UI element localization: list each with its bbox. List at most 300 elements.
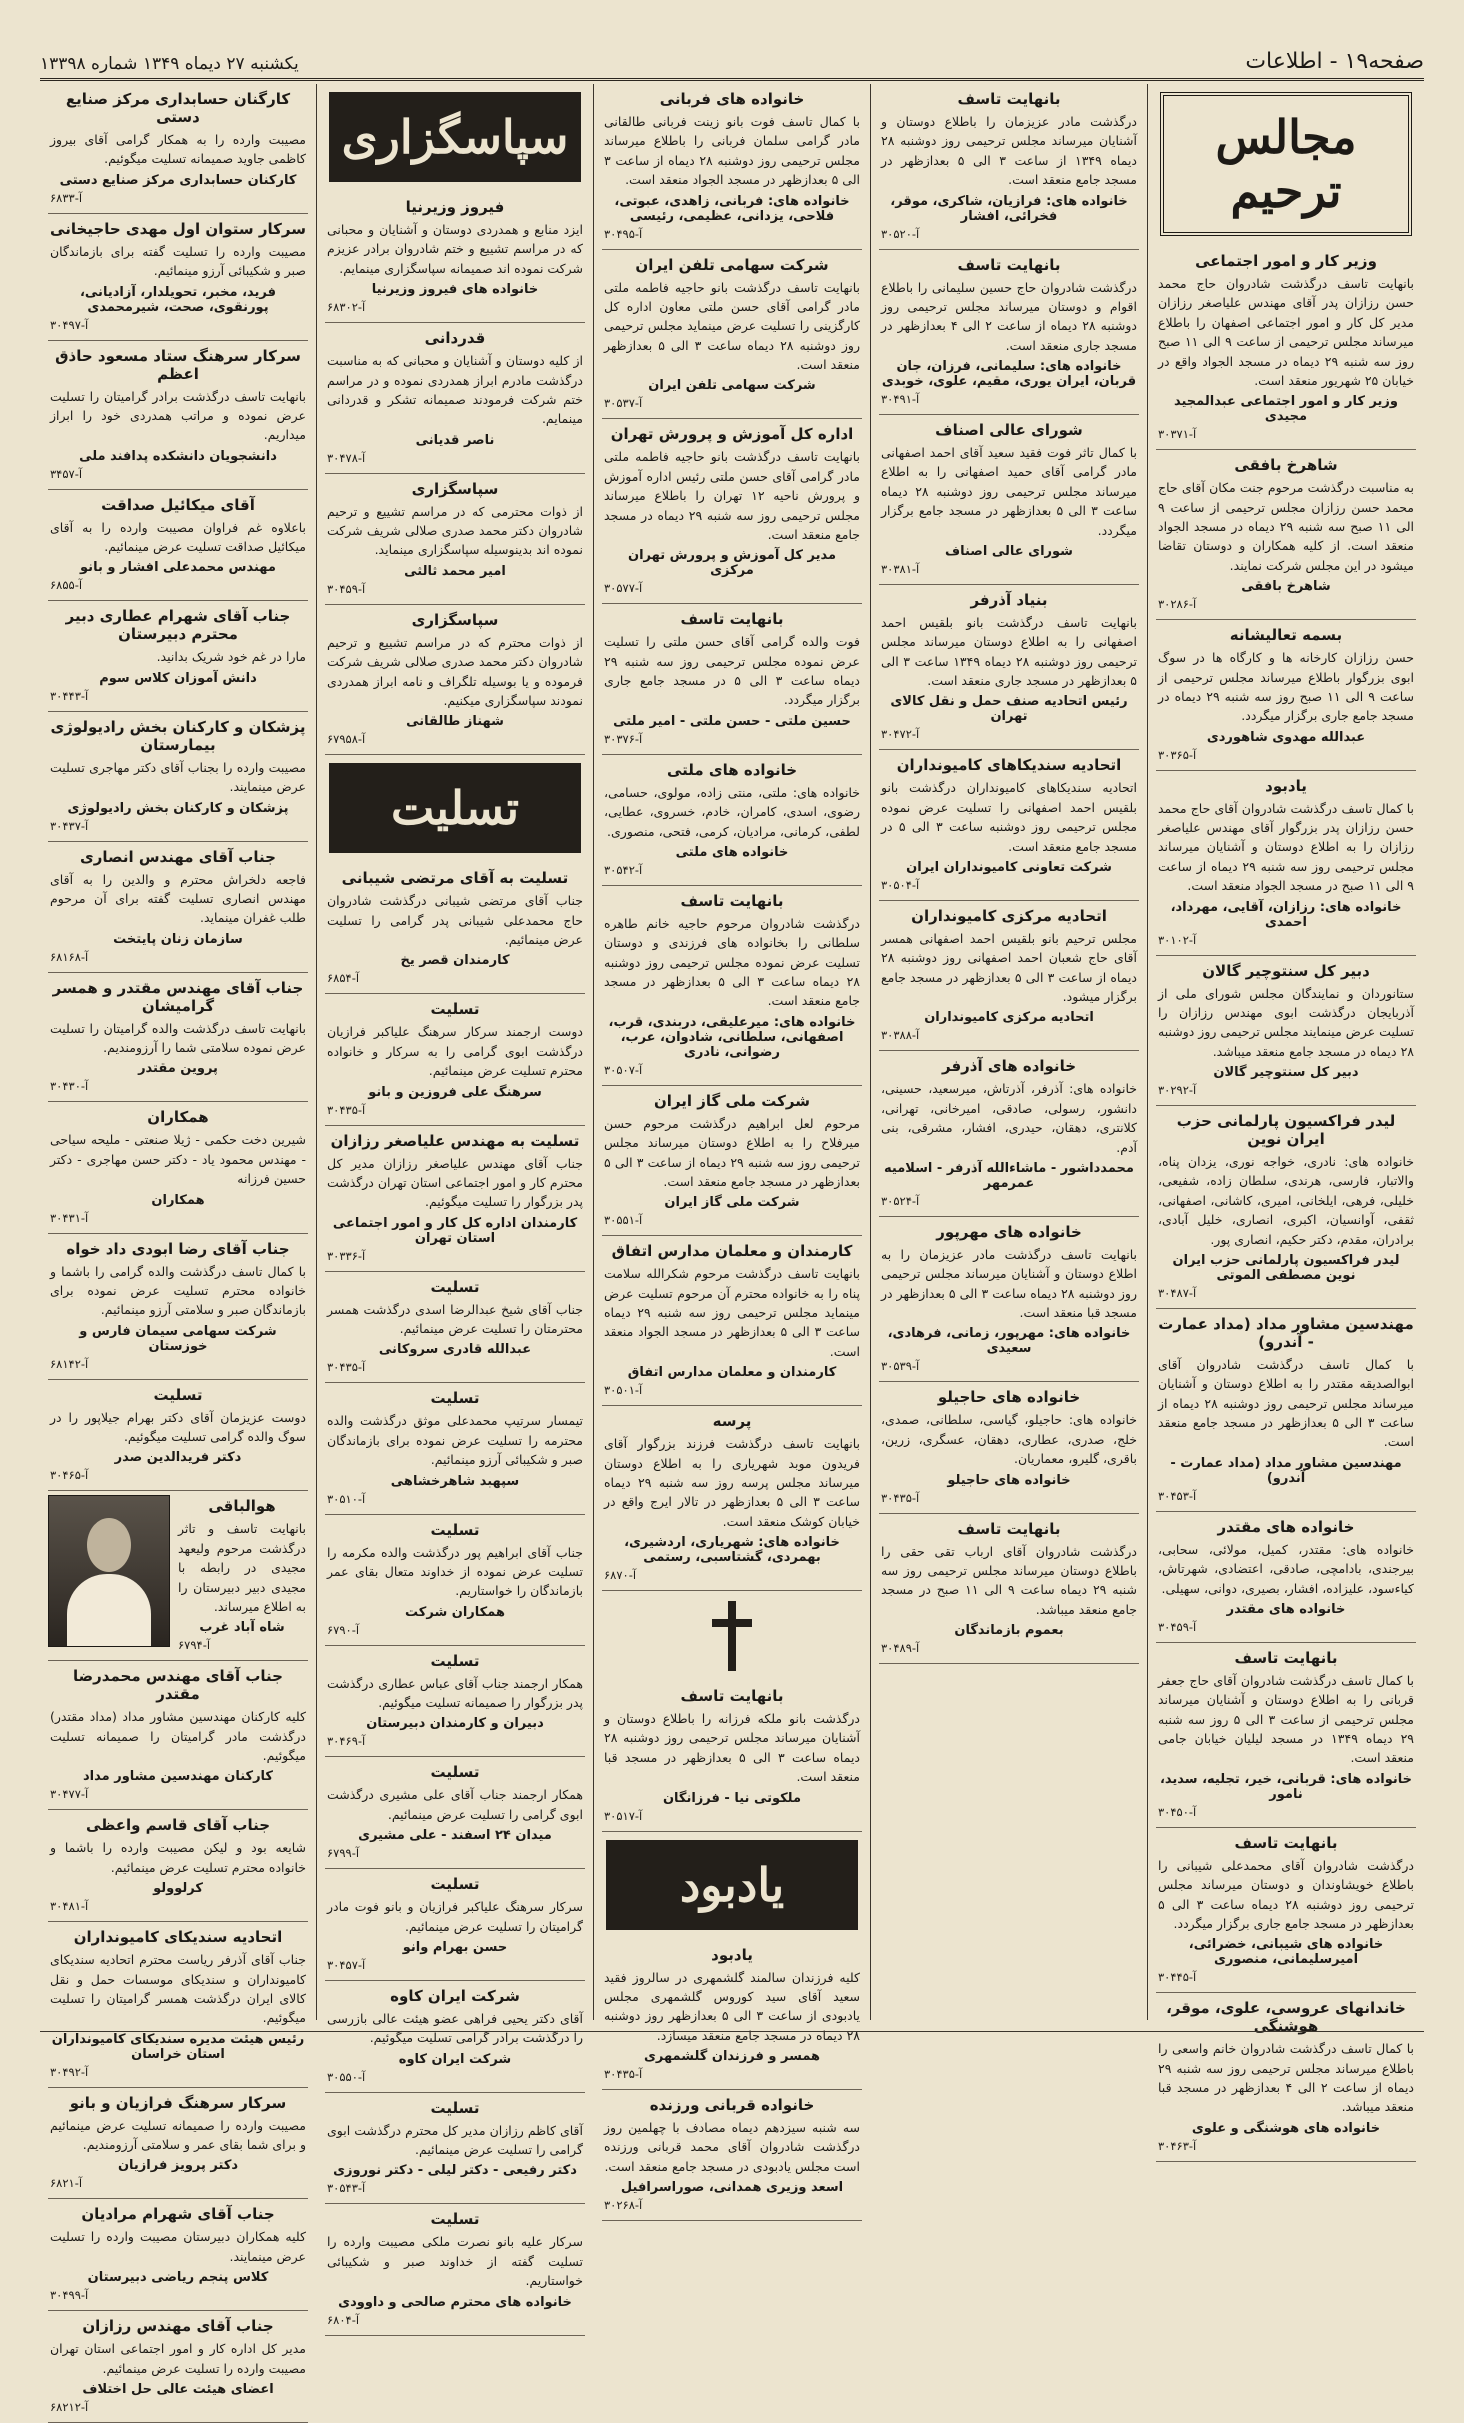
notice-title: فیروز وزیرنیا: [405, 198, 505, 216]
portrait-body: [67, 1574, 151, 1646]
notice-title: سرکار سرهنگ فرازیان و بانو: [69, 2093, 287, 2112]
notice-signature: سازمان زنان پایتخت: [113, 931, 243, 947]
notice-code: آ-۳۰۵۱۷: [604, 1808, 643, 1823]
notice-signature: خانواده های هوشنگی و علوی: [1191, 2120, 1381, 2136]
notice-signature: رئیس هیئت مدیره سندیکای کامیونداران استان خراسان: [51, 2031, 305, 2062]
column-4: [316, 84, 593, 2327]
notice-text: بانهایت تاسف درگذشت والده گرامیتان را تسلیت عرض نموده سلامتی شما را آرزومندیم.: [50, 1020, 306, 1055]
notice-signature: کرلوولو: [153, 1881, 203, 1897]
notice-text: ستانوردان و نمایندگان مجلس شورای ملی از آذربایجان درگذشت ابوی مهندس رزازان را تسلیت عرض مینمایند مجلس ترحیمی روز دوشنبه ۲۸ دیماه در مسجد جامع منعقد میباشد.: [1158, 985, 1414, 1059]
notice-code: آ-۳۰۴۳۵: [327, 1360, 366, 1375]
notice-title: جناب آقای رضا ابودی داد خواه: [66, 1239, 290, 1258]
column-5: [40, 84, 316, 2414]
notice-code: آ-۳۰۵۰۷: [604, 1062, 643, 1077]
notice-title: یادبود: [1265, 776, 1307, 795]
notice-text: مرحوم لعل ابراهیم درگذشت مرحوم حسن میرفلاح را به اطلاع دوستان میرساند مجلس ترحیمی روز سه شنبه ۲۹ دیماه از ساعت ۳ الی ۵ بعدازظهر در مسجد جامع منعقد است.: [604, 1115, 860, 1189]
notice-block: [879, 84, 1139, 250]
notice-signature: ملکوتی نیا - فرزانگان: [662, 1790, 802, 1806]
notice-code: آ-۶۸۷۰: [604, 1568, 637, 1582]
notice-text: حسن رزازان کارخانه ها و کارگاه ها در سوگ ابوی بزرگوار باطلاع میرساند مجلس ترحیمی از ساعت ۹ الی ۱۱ صبح روز سه شنبه ۲۹ دیماه در مسجد جامع جاری برگزار میگردد.: [1158, 650, 1414, 724]
notice-signature: اعضای هیئت عالی حل اختلاف: [82, 2381, 274, 2397]
notice-code: آ-۳۰۵۴۲: [604, 862, 643, 877]
notice-signature: بعموم بازماندگان: [954, 1623, 1064, 1638]
notice-signature: دکتر رفیعی - دکتر لیلی - دکتر نوروزی: [333, 2163, 577, 2179]
notice-signature: شرکت ایران کاوه: [398, 2051, 512, 2067]
notice-block: [602, 2090, 862, 2221]
notice-code: آ-۳۰۲۸۶: [1158, 597, 1197, 612]
notice-text: فاجعه دلخراش محترم و والدین را به آقای مهندس انصاری تسلیت گفته برای آن مرحوم طلب غفران مینماید.: [50, 871, 306, 926]
notice-text: شیرین دخت حکمی - ژیلا صنعتی - ملیحه سیاحی - مهندس محمود یاد - دکتر حسن مهاجری - دکتر حسین فرزانه: [50, 1132, 306, 1187]
notice-block: [602, 84, 862, 250]
notice-text: اتحادیه سندیکاهای کامیونداران درگذشت بانو بلقیس احمد اصفهانی را تسلیت عرض نموده مجلس ترحیمی روز دوشنبه ساعت ۳ الی ۵ در مسجد جامع منعقد است.: [881, 780, 1137, 854]
remembrance-banner: یادبود: [606, 1840, 858, 1930]
notice-code: آ-۶۷۹۴: [178, 1638, 211, 1653]
notice-block: [1156, 956, 1416, 1107]
notice-code: آ-۳۰۴۹۹: [50, 2288, 89, 2303]
notice-code: آ-۳۰۴۳۱: [50, 1210, 89, 1225]
notice-code: آ-۳۰۵۴۳: [327, 2181, 366, 2196]
notice-block: [602, 1236, 862, 1406]
notice-block: [48, 842, 308, 973]
notice-code: آ-۳۰۴۳۷: [50, 818, 89, 833]
notice-signature: دبیر کل سنتوچیر گالان: [1213, 1065, 1359, 1080]
notice-block: [48, 1102, 308, 1233]
notice-code: آ-۳۰۵۰۱: [604, 1383, 643, 1398]
notice-text: خانواده های: ملتی، منتی زاده، مولوی، حسامی، رضوی، اسدی، کامران، خادم، خسروی، عطایی، لطفی، کرمانی، مرادیان، کرمی، فتحی، منصوری.: [604, 784, 860, 839]
notice-block: [325, 863, 585, 994]
notice-text: درگذشت بانو ملکه فرزانه را باطلاع دوستان و آشنایان میرساند مجلس ترحیمی روز دوشنبه ۲۸ دیماه ساعت ۳ الی ۵ بعدازظهر در مسجد قبا منعقد است.: [604, 1711, 860, 1785]
notice-signature: خانواده های: قربانی، خیر، تجلیه، سدید، نامور: [1159, 1771, 1413, 1802]
notice-title: بانهایت تاسف: [957, 1519, 1061, 1538]
notice-title: مهندسین مشاور مداد (مداد عمارت - آندرو): [1158, 1314, 1414, 1351]
notice-block: [325, 192, 585, 323]
notice-signature: کارمندان قصر یخ: [400, 953, 510, 969]
notice-title: همکاران: [147, 1108, 209, 1127]
notice-block: [325, 1272, 585, 1384]
notice-title: سپاسگزاری: [411, 479, 499, 498]
notice-title: تسلیت: [430, 1389, 480, 1408]
notice-signature: شرکت سهامی سیمان فارس و خوزستان: [79, 1323, 277, 1354]
notice-title: لیدر فراکسیون پارلمانی حزب ایران نوین: [1176, 1112, 1396, 1148]
notice-block: [48, 2088, 308, 2200]
notice-code: آ-۳۰۵۳۷: [604, 396, 643, 411]
notice-signature: شرکت سهامی تلفن ایران: [648, 378, 816, 394]
notice-code: آ-۳۰۴۵۹: [327, 581, 366, 596]
page-header: [40, 8, 1424, 81]
column-1: [1147, 84, 1424, 2153]
notice-code: آ-۳۰۴۳۰: [50, 1079, 89, 1094]
notice-signature: خانواده های: شهریاری، اردشیری، بهمردی، گشتاسبی، رستمی: [624, 1535, 840, 1565]
notice-block: [602, 604, 862, 755]
notice-code: آ-۳۰۳۷۶: [604, 731, 643, 746]
notice-block: [879, 250, 1139, 416]
notice-title: قدردانی: [424, 329, 486, 348]
notice-block: [602, 886, 862, 1086]
notice-text: مجلس ترحیم بانو بلقیس احمد اصفهانی همسر آقای حاج شعبان احمد اصفهانی روز دوشنبه ۲۸ دیماه از ساعت ۳ الی ۵ بعدازظهر در مسجد جامع برگزار میشود.: [881, 930, 1137, 1004]
notice-block: [48, 1380, 308, 1492]
notice-signature: خانواده های: مهرپور، زمانی، فرهادی، سعیدی: [887, 1326, 1131, 1357]
notice-signature: عبدالله قادری سروکانی: [378, 1342, 532, 1358]
notice-title: خانواده های مهرپور: [936, 1222, 1082, 1241]
notice-title: بسمه تعالیشانه: [1229, 626, 1343, 645]
notice-signature: خانواده های محترم صالحی و داوودی: [338, 2294, 572, 2310]
notice-title: تسلیت به مهندس علیاصغر رزازان: [330, 1131, 580, 1150]
notice-code: آ-۳۰۴۵۰: [1158, 1804, 1197, 1819]
notice-title: خانواده های مقتدر: [1217, 1517, 1355, 1536]
notice-text: بانهایت تاسف درگذشت برادر گرامیتان را تسلیت عرض نموده و مراتب همدردی خود را ابراز میداریم.: [50, 388, 306, 443]
notice-signature: مدیر کل آموزش و پرورش تهران مرکزی: [627, 548, 837, 579]
notice-title: جناب آقای شهرام عطاری دبیر محترم دبیرستان: [65, 607, 291, 644]
notice-block: [325, 1515, 585, 1646]
notice-text: به مناسبت درگذشت مرحوم جنت مکان آقای حاج محمد حسن رزازان مجلس ترحیمی از ساعت ۹ الی ۱۱ صبح سه شنبه ۲۹ دیماه در مسجد الجواد منعقد است. از کلیه همکاران و دوستان تقاضا میشود در این مجلس شرکت نمایند.: [1158, 480, 1414, 573]
notice-code: آ-۶۸۳۰۲: [327, 300, 366, 315]
notice-text: از ذوات محترم که در مراسم تشییع و ترحیم شادروان دکتر محمد صدری صلالی شریف شرکت فرموده و یا بوسیله تلگراف و نامه ابراز همدردی نمودند سپاسگزاری میکنیم.: [327, 634, 583, 708]
notice-code: آ-۳۰۳۷۱: [1158, 427, 1197, 442]
notice-title: هوالباقی: [208, 1497, 276, 1516]
notice-code: آ-۳۰۴۶۳: [1158, 2138, 1197, 2153]
notice-block: [879, 1217, 1139, 1383]
notice-title: بنیاد آذرفر: [970, 590, 1048, 609]
notice-title: اتحادیه سندیکاهای کامیونداران: [896, 756, 1122, 775]
notice-code: آ-۳۰۲۹۲: [1158, 1083, 1197, 1097]
notice-code: آ-۳۰۴۷۸: [327, 450, 366, 465]
notice-text: خانواده های: مقتدر، کمیل، مولائی، سحابی، بیرجندی، بادامچی، صادقی، اعتضادی، شهرتاش، کیاءسود، علیزاده، افشار، بصیری، دوانی، سهیلی.: [1158, 1541, 1414, 1596]
notice-code: آ-۳۰۵۵۱: [604, 1213, 643, 1228]
notice-block: [48, 973, 308, 1103]
notice-signature: حسین ملتی - حسن ملتی - امیر ملتی: [613, 713, 851, 729]
notice-code: آ-۳۰۳۶۵: [1158, 747, 1197, 762]
memorial-banner: مجالس ترحیم: [1160, 92, 1412, 236]
issue-date: یکشنبه ۲۷ دیماه ۱۳۴۹ شماره ۱۳۳۹۸: [40, 54, 299, 74]
notice-code: آ-۳۰۲۶۸: [604, 2198, 643, 2213]
notice-block: [325, 605, 585, 756]
notice-signature: کارکنان مهندسین مشاور مداد: [83, 1769, 273, 1785]
notice-block: [325, 1383, 585, 1514]
notice-block: [879, 750, 1139, 901]
notice-signature: خانواده های: رزازان، آقایی، مهرداد، احمدی: [1170, 899, 1402, 930]
notice-title: جناب آقای مهندس رزازان: [82, 2317, 274, 2336]
notice-text: درگذشت شادروان مرحوم حاجیه خانم طاهره سلطانی را بخانواده های فرزندی و دوستان تسلیت عرض نموده مجلس ترحیمی روز دوشنبه ۲۸ دیماه ساعت ۳ الی ۵ بعدازظهر در مسجد جامع منعقد است.: [604, 915, 860, 1009]
notice-signature: اتحادیه مرکزی کامیونداران: [924, 1010, 1094, 1026]
notice-code: آ-۶۸۵۵: [50, 578, 83, 593]
notice-signature: مهندسین مشاور مداد (مداد عمارت - آندرو): [1170, 1455, 1402, 1486]
notice-signature: خانواده های شیبانی، خضرائی، امیرسلیمانی، منصوری: [1188, 1937, 1384, 1968]
notice-code: آ-۳۴۵۷: [50, 466, 83, 481]
column-2: [870, 84, 1147, 2020]
notice-title: تسلیت: [430, 1520, 480, 1539]
notice-block: [1156, 1993, 1416, 2162]
notice-text: با کمال تاسف درگذشت شادروان آقای ابوالصدیقه مقتدر را به اطلاع دوستان و آشنایان میرساند مجلس ترحیمی روز دوشنبه ۲۸ دیماه از ساعت ۳ الی ۵ بعدازظهر در مسجد جامع منعقد است.: [1158, 1356, 1414, 1450]
notice-block: [48, 1234, 308, 1380]
notice-signature: همکاران شرکت: [405, 1604, 505, 1620]
notice-title: تسلیت: [430, 2210, 480, 2229]
notice-block: [325, 323, 585, 474]
footer-rule: [40, 2031, 1424, 2032]
notice-code: آ-۶۷۹۹: [327, 1846, 360, 1861]
notice-code: آ-۳۰۴۹۵: [604, 226, 643, 241]
notice-text: سرکار علیه بانو نصرت ملکی مصیبت وارده را تسلیت گفته از خداوند صبر و شکیبائی خواستاریم.: [327, 2234, 583, 2289]
notice-block: [602, 1940, 862, 2091]
notice-title: اتحادیه سندیکای کامیونداران: [73, 1928, 283, 1947]
notice-text: دوست عزیزمان آقای دکتر بهرام جیلاپور را در سوگ والده گرامی تسلیت میگوئیم.: [50, 1409, 306, 1444]
notice-code: آ-۶۸۰۴: [327, 2312, 360, 2327]
notice-title: بانهایت تاسف: [1234, 1648, 1338, 1667]
notice-block: [602, 1086, 862, 1237]
notice-code: آ-۳۰۳۳۶: [327, 1248, 366, 1263]
notice-block: [602, 1681, 862, 1832]
notice-block: [879, 901, 1139, 1052]
thanks-banner: سپاسگزاری: [329, 92, 581, 182]
notice-code: آ-۳۰۴۹۷: [50, 317, 89, 332]
notice-signature: عبدالله مهدوی شاهوردی: [1206, 729, 1366, 745]
notice-text: مصیبت وارده را بجناب آقای دکتر مهاجری تسلیت عرض مینمایند.: [50, 759, 306, 795]
notice-text: با کمال تاسف درگذشت شادروان خانم واسعی را باطلاع میرساند مجلس ترحیمی روز سه شنبه ۲۹ دیماه از ساعت ۲ الی ۴ بعدازظهر در مسجد قبا منعقد میباشد.: [1158, 2041, 1414, 2115]
notice-block: [48, 1810, 308, 1922]
notice-title: بانهایت تاسف: [680, 891, 784, 910]
notice-title: خانواده های آذرفر: [941, 1057, 1077, 1076]
notice-block: [1156, 450, 1416, 620]
notice-text: درگذشت مادر عزیزمان را باطلاع دوستان و آشنایان میرساند مجلس ترحیمی روز دوشنبه ۲۸ دیماه ۱۳۴۹ از ساعت ۳ الی ۵ بعدازظهر در مسجد جامع منعقد است.: [881, 114, 1137, 188]
notice-text: از ذوات محترمی که در مراسم تشییع و ترحیم شادروان دکتر محمد صدری صلالی شریف شرکت نموده اند بدینوسیله سپاسگزاری مینماید.: [327, 503, 583, 558]
notice-title: جناب آقای قاسم واعظی: [85, 1816, 271, 1835]
notice-block: [879, 585, 1139, 751]
notice-signature: شاهرخ بافقی: [1241, 579, 1331, 595]
notice-signature: خانواده های: فرازیان، شاکری، موقر، فخرائی، افشار: [890, 193, 1128, 224]
notice-block: [48, 2199, 308, 2311]
notice-signature: لیدر فراکسیون پارلمانی حزب ایران نوین مصطفی الموتی: [1172, 1252, 1400, 1283]
notice-title: وزیر کار و امور اجتماعی: [1195, 252, 1377, 270]
notice-code: آ-۳۰۴۴۵: [1158, 1970, 1197, 1985]
notice-title: تسلیت: [430, 1763, 480, 1782]
notice-code: آ-۳۰۴۳۵: [604, 2067, 643, 2081]
notice-text: جناب آقای شیخ عبدالرضا اسدی درگذشت همسر محترمتان را تسلیت عرض مینمائیم.: [327, 1301, 583, 1336]
notice-block: [1156, 1309, 1416, 1512]
notice-signature: محمدداشور - ماشاءالله آذرفر - اسلامیه عمرمهر: [884, 1160, 1134, 1191]
notice-text: بانهایت تاسف و تاثر درگذشت مرحوم ولیعهد مجیدی در رابطه با مجیدی دبیر دبیرستان را به اطلاع میرساند.: [178, 1521, 306, 1614]
notice-text: فوت والده گرامی آقای حسن ملتی را تسلیت عرض نموده مجلس ترحیمی روز سه شنبه ۲۹ دیماه ساعت ۳ الی ۵ در مسجد جامع جاری برگزار میگردد.: [604, 634, 860, 708]
notice-code: آ-۳۰۱۰۲: [1158, 932, 1197, 947]
notice-block: [48, 84, 308, 214]
notice-signature: مهندس محمدعلی افشار و بانو: [80, 560, 276, 576]
notice-title: تسلیت به آقای مرتضی شیبانی: [341, 869, 569, 888]
notice-text: با کمال تاسف درگذشت شادروان آقای حاج محمد حسن رزازان پدر بزرگوار آقای مهندس علیاصغر رزازان را به اطلاع دوستان و آشنایان میرساند مجلس ترحیمی روز سه شنبه ۲۹ دیماه از ساعت ۹ الی ۱۱ صبح در مسجد الجواد منعقد است.: [1158, 800, 1414, 894]
notice-title: شورای عالی اصناف: [935, 421, 1083, 439]
notice-block: [48, 1922, 308, 2088]
notice-title: آقای میکائیل صداقت: [101, 495, 255, 514]
notice-code: آ-۳۰۳۸۱: [881, 561, 920, 576]
notice-text: درگذشت شادروان آقای محمدعلی شیبانی را باطلاع خویشاوندان و دوستان میرساند مجلس ترحیمی روز دوشنبه ۲۸ دیماه ساعت ۳ الی ۵ بعدازظهر در مسجد جامع جاری برگزار میگردد.: [1158, 1857, 1414, 1931]
notice-code: آ-۶۸۲۱۲: [50, 2399, 89, 2414]
notice-block: [48, 601, 308, 711]
notice-block: [325, 474, 585, 605]
columns: [40, 84, 1424, 2414]
notice-signature: دکتر فریدالدین صدر: [114, 1450, 242, 1466]
notice-title: پرسه: [712, 1412, 752, 1431]
notice-signature: شاه آباد غرب: [199, 1620, 285, 1636]
notice-text: آقای کاظم رزازان مدیر کل محترم درگذشت ابوی گرامی را تسلیت عرض مینمائیم.: [327, 2122, 583, 2157]
notice-title: جناب آقای مهندس محمدرضا مقتدر: [73, 1667, 283, 1704]
notice-signature: دبیران و کارمندان دبیرستان: [366, 1716, 544, 1732]
notice-block: [602, 419, 862, 604]
notice-block: [48, 2311, 308, 2423]
notice-block: [1156, 1828, 1416, 1994]
notice-signature: پزشکان و کارکنان بخش رادیولوژی: [67, 800, 289, 816]
portrait-photo: [48, 1495, 170, 1647]
notice-block: [879, 1514, 1139, 1665]
notice-signature: میدان ۲۴ اسفند - علی مشیری: [358, 1828, 552, 1844]
notice-signature: کارمندان اداره کل کار و امور اجتماعی استان تهران: [332, 1215, 578, 1246]
notice-title: کارمندان و معلمان مدارس اتفاق: [611, 1242, 853, 1261]
page-label: صفحه۱۹ - اطلاعات: [1245, 49, 1424, 74]
notice-code: آ-۳۰۴۹۲: [50, 2064, 89, 2079]
notice-title: شرکت ایران کاوه: [390, 1986, 520, 2005]
notice-code: آ-۳۰۴۳۵: [881, 1490, 920, 1505]
condolence-banner: تسلیت: [329, 763, 581, 853]
notice-text: همکار ارجمند جناب آقای علی مشیری درگذشت ابوی گرامی را تسلیت عرض مینمائیم.: [327, 1787, 583, 1822]
notice-code: آ-۶۸۱۶۸: [50, 949, 89, 964]
notice-signature: همسر و فرزندان گلشمهری: [643, 2049, 821, 2064]
notice-code: آ-۶۷۹۰: [327, 1622, 360, 1637]
notice-code: آ-۳۰۴۵۹: [1158, 1619, 1197, 1634]
notice-block: [1156, 620, 1416, 771]
notice-title: خانواده های حاجیلو: [937, 1388, 1081, 1407]
notice-code: آ-۳۰۵۲۴: [881, 1193, 920, 1208]
notice-text: کلیه فرزندان سالمند گلشمهری در سالروز فقید سعید آقای سید کوروس گلشمهری مجلس یادبودی از ساعت ۳ الی ۵ بعدازظهر روز دوشنبه ۲۸ دیماه در مسجد جامع منعقد میسازد.: [604, 1969, 860, 2043]
portrait-head: [87, 1518, 131, 1572]
notice-code: آ-۳۰۵۵۰: [327, 2069, 366, 2084]
notice-block: [602, 1406, 862, 1591]
notice-text: بانهایت تاسف درگذشت مادر عزیزمان را به اطلاع دوستان و آشنایان میرساند مجلس ترحیمی روز دوشنبه ۲۸ دیماه ساعت ۳ الی ۵ بعدازظهر در مسجد قبا منعقد است.: [881, 1246, 1137, 1320]
notice-block: [48, 712, 308, 842]
notice-text: جناب آقای مرتضی شیبانی درگذشت شادروان حاج محمدعلی شیبانی پدر گرامی را تسلیت عرض مینمائیم.: [327, 893, 583, 947]
notice-code: آ-۳۰۴۳۵: [327, 1102, 366, 1117]
notice-text: از کلیه دوستان و آشنایان و محبانی که به مناسبت درگذشت مادرم ابراز همدردی نموده و در مراسم ختم شرکت فرمودند صمیمانه تشکر و قدردانی مینمایم.: [327, 353, 583, 427]
notice-title: جناب آقای مهندس انصاری: [80, 847, 276, 866]
notice-title: بانهایت تاسف: [1234, 1833, 1338, 1852]
notice-title: سرکار ستوان اول مهدی حاجیخانی: [50, 219, 306, 238]
notice-code: آ-۳۰۴۵۳: [1158, 1488, 1197, 1503]
notice-text: جناب آقای مهندس علیاصغر رزازان مدیر کل محترم کار و امور اجتماعی استان تهران درگذشت پدر بزرگوار را تسلیت میگوئیم.: [327, 1155, 583, 1210]
notice-text: جناب آقای آذرفر ریاست محترم اتحادیه سندیکای کامیونداران و سندیکای موسسات حمل و نقل کالای ایران درگذشت همسر گرامیتان را تسلیت میگوئیم.: [50, 1952, 306, 2026]
notice-text: شایعه بود و لیکن مصیبت وارده را باشما و خانواده محترم تسلیت عرض مینمائیم.: [50, 1840, 306, 1875]
notice-title: جناب آقای مهندس مقتدر و همسر گرامیشان: [52, 978, 304, 1015]
notice-title: بانهایت تاسف: [957, 255, 1061, 274]
notice-text: بانهایت تاسف درگذشت شادروان حاج محمد حسن رزازان پدر آقای مهندس علیاصغر رزازان مدیر کل کار و امور اجتماعی اصفهان را باطلاع میرساند مجلس ترحیمی از ساعت ۹ الی ۱۱ صبح روز سه شنبه ۲۹ دیماه در مسجد الجواد واقع در خیابان ۲۵ شهریور منعقد است.: [1158, 276, 1414, 388]
notice-block: [48, 1661, 308, 1810]
notice-signature: خانواده های: میرعلیقی، دربندی، قرب، اصفهانی، سلطانی، شادوان، عرب، رضوانی، نادری: [608, 1014, 856, 1060]
notice-signature: خانواده های: فربانی، زاهدی، عبوتی، فلاحی، یزدانی، عظیمی، رئیسی: [614, 193, 850, 224]
notice-block: [325, 1757, 585, 1869]
notice-text: سه شنبه سیزدهم دیماه مصادف با چهلمین روز درگذشت شادروان آقای محمد قربانی ورزنده است مجلس یادبودی در مسجد جامع منعقد است.: [604, 2120, 860, 2174]
notice-code: آ-۳۰۵۱۰: [327, 1491, 366, 1506]
notice-signature: شرکت تعاونی کامیونداران ایران: [906, 859, 1112, 875]
notice-title: اتحادیه مرکزی کامیونداران: [911, 906, 1107, 925]
notice-signature: خانواده های حاجیلو: [947, 1472, 1071, 1488]
notice-text: درگذشت شادروان آقای ارباب تقی حقی را باطلاع دوستان میرساند مجلس ترحیمی روز سه شنبه ۲۹ دیماه ساعت ۹ الی ۱۱ صبح در مسجد جامع منعقد میباشد.: [881, 1543, 1137, 1617]
notice-block: [879, 415, 1139, 585]
notice-title: خانواده قربانی ورزنده: [649, 2096, 815, 2114]
notice-signature: شهناز طالقانی: [406, 714, 504, 730]
notice-text: خانواده های: حاجیلو، گیاسی، سلطانی، صمدی، خلج، صدری، عطاری، دهقان، عسگری، زرین، باقری، گلیرو، معماریان.: [881, 1412, 1137, 1467]
notice-signature: شرکت ملی گاز ایران: [664, 1195, 800, 1211]
notice-signature: خانواده های ملتی: [675, 844, 789, 860]
notice-title: سپاسگزاری: [411, 610, 499, 629]
notice-text: مدیر کل اداره کار و امور اجتماعی استان تهران مصیبت وارده را تسلیت عرض مینمائیم.: [50, 2341, 306, 2376]
notice-text: مارا در غم خود شریک بدانید.: [156, 649, 306, 665]
notice-block: [48, 214, 308, 341]
notice-signature: ناصر قدیانی: [415, 432, 495, 448]
notice-signature: فرید، مخبر، تحویلدار، آزادیانی، پورنقوی، صحت، شیرمحمدی: [79, 284, 277, 315]
notice-title: اداره کل آموزش و پرورش تهران: [610, 425, 854, 444]
notice-text: دوست ارجمند سرکار سرهنگ علیاکبر فرازیان درگذشت ابوی گرامی را به سرکار و خانواده محترم تسلیت عرض مینمائیم.: [327, 1024, 583, 1079]
notice-signature: رئیس اتحادیه صنف حمل و نقل کالای تهران: [890, 694, 1128, 725]
notice-signature: وزیر کار و امور اجتماعی عبدالمجید مجیدی: [1173, 394, 1398, 425]
notice-code: آ-۳۰۴۶۹: [327, 1734, 366, 1749]
notice-text: مصیبت وارده را تسلیت گفته برای بازماندگان صبر و شکیبائی آرزو مینمائیم.: [50, 243, 306, 279]
notice-signature: حسن بهرام وانو: [402, 1939, 508, 1955]
notice-text: تیمسار سرتیپ محمدعلی موثق درگذشت والده محترمه را تسلیت عرض نموده برای بازماندگان صبر و شکیبائی آرزو مینمائیم.: [327, 1413, 583, 1468]
notice-text: همکار ارجمند جناب آقای عباس عطاری درگذشت پدر بزرگوار را صمیمانه تسلیت میگوئیم.: [327, 1675, 583, 1710]
notice-text: آقای دکتر یحیی فراهی عضو هیئت عالی بازرسی را درگذشت برادر گرامی تسلیت میگوئیم.: [327, 2010, 583, 2046]
notice-text: با کمال تاسف فوت بانو زینت فربانی طالقانی مادر گرامی سلمان فربانی را باطلاع میرساند مجلس ترحیمی روز دوشنبه ۲۸ دیماه از ساعت ۳ الی ۵ بعدازظهر در مسجد الجواد منعقد است.: [604, 114, 860, 188]
notice-code: آ-۳۰۴۸۱: [50, 1899, 89, 1914]
notice-code: آ-۳۰۴۹۱: [881, 392, 920, 406]
notice-block: [48, 341, 308, 490]
notice-text: بانهایت تاسف درگذشت بانو بلقیس احمد اصفهانی را به اطلاع دوستان میرساند مجلس ترحیمی روز دوشنبه ۲۸ دیماه ۱۳۴۹ ساعت ۳ الی ۵ بعدازظهر در مسجد جاری منعقد است.: [881, 614, 1137, 688]
notice-title: خاندانهای عروسی، علوی، موقر، هوشنگی: [1166, 1999, 1406, 2036]
notice-signature: سرهنگ علی فروزین و بانو: [368, 1084, 542, 1100]
notice-title: خانواده های فربانی: [659, 90, 805, 108]
notice-title: شرکت سهامی تلفن ایران: [635, 255, 829, 274]
notice-text: مصیبت وارده را صمیمانه تسلیت عرض مینمائیم و برای شما بقای عمر و سلامتی آرزومندیم.: [50, 2117, 306, 2152]
notice-text: باعلاوه غم فراوان مصیبت وارده را به آقای میکائیل صداقت تسلیت عرض مینمائیم.: [50, 519, 306, 554]
notice-block: [325, 1126, 585, 1272]
notice-block: [325, 1981, 585, 2093]
notice-code: آ-۳۰۴۷۲: [881, 727, 920, 742]
notice-code: آ-۳۰۳۸۸: [881, 1028, 920, 1043]
notice-text: خانواده های: نادری، خواجه نوری، یزدان پناه، والاتبار، فارسی، هرندی، سلطان زاده، شفیعی، خلیلی، فرهی، ایلخانی، امیری، کاشانی، اصفهانی، ثقفی، آوانسیان، اکبری، انصاری، خلیل آبادی، برادران، مقدم، دکتر حکیم، انصاری پور.: [1158, 1154, 1414, 1247]
notice-block: [1156, 1106, 1416, 1309]
notice-text: بانهایت تاسف درگذشت فرزند بزرگوار آقای فریدون موبد شهریاری را به اطلاع دوستان میرساند مجلس پرسه روز سه شنبه ۲۹ دیماه ساعت ۳ الی ۵ بعدازظهر در تالار ایرج واقع در خیابان کوشک منعقد است.: [604, 1436, 861, 1529]
notice-text: بانهایت تاسف درگذشت بانو حاجیه فاطمه ملتی مادر گرامی آقای حسن ملتی معاون اداره کل کارگزینی را تسلیت عرض مینماید مجلس ترحیمی روز دوشنبه ۲۸ دیماه ساعت ۳ الی ۵ بعدازظهر منعقد است.: [604, 279, 860, 372]
notice-signature: کارکنان حسابداری مرکز صنایع دستی: [59, 172, 297, 188]
notice-signature: همکاران: [151, 1192, 205, 1208]
notice-block: [879, 1382, 1139, 1513]
notice-block: [602, 755, 862, 886]
notice-block: [602, 250, 862, 420]
column-3: [593, 84, 870, 2213]
notice-code: آ-۶۸۵۴: [327, 971, 360, 986]
notice-signature: خانواده های: سلیمانی، فرزان، جان قربان، ایران یوری، مقیم، علوی، خوبدی: [881, 359, 1137, 389]
notice-code: آ-۳۰۴۸۷: [1158, 1285, 1197, 1300]
notice-signature: شورای عالی اصناف: [945, 543, 1073, 559]
notice-text: سرکار سرهنگ علیاکبر فرازیان و بانو فوت مادر گرامیتان را تسلیت عرض مینمائیم.: [327, 1899, 583, 1934]
notice-title: تسلیت: [430, 2098, 480, 2117]
notice-title: جناب آقای شهرام مرادیان: [81, 2205, 275, 2224]
notice-signature: سپهبد شاهرخشاهی: [390, 1473, 520, 1489]
notice-signature: کارمندان و معلمان مدارس اتفاق: [627, 1365, 837, 1381]
notice-title: خانواده های ملتی: [666, 760, 798, 779]
notice-text: خانواده های: آذرفر، آذرتاش، میرسعید، حسینی، دانشور، رسولی، صادقی، امیرخانی، تهرانی، کلانتری، دهقان، حیدری، افشار، مشرقی، بنی آدم.: [881, 1081, 1137, 1155]
notice-title: سرکار سرهنگ ستاد مسعود حاذق اعظم: [55, 346, 301, 383]
notice-title: پزشکان و کارکنان بخش رادیولوژی بیمارستان: [50, 717, 306, 754]
notice-code: آ-۶۸۲۱: [50, 2176, 83, 2191]
notice-block: [325, 1869, 585, 1981]
notice-title: شاهرخ بافقی: [1234, 456, 1338, 475]
notice-title: تسلیت: [430, 1651, 480, 1670]
notice-code: آ-۳۰۵۷۷: [604, 581, 643, 596]
notice-title: یادبود: [711, 1945, 753, 1964]
